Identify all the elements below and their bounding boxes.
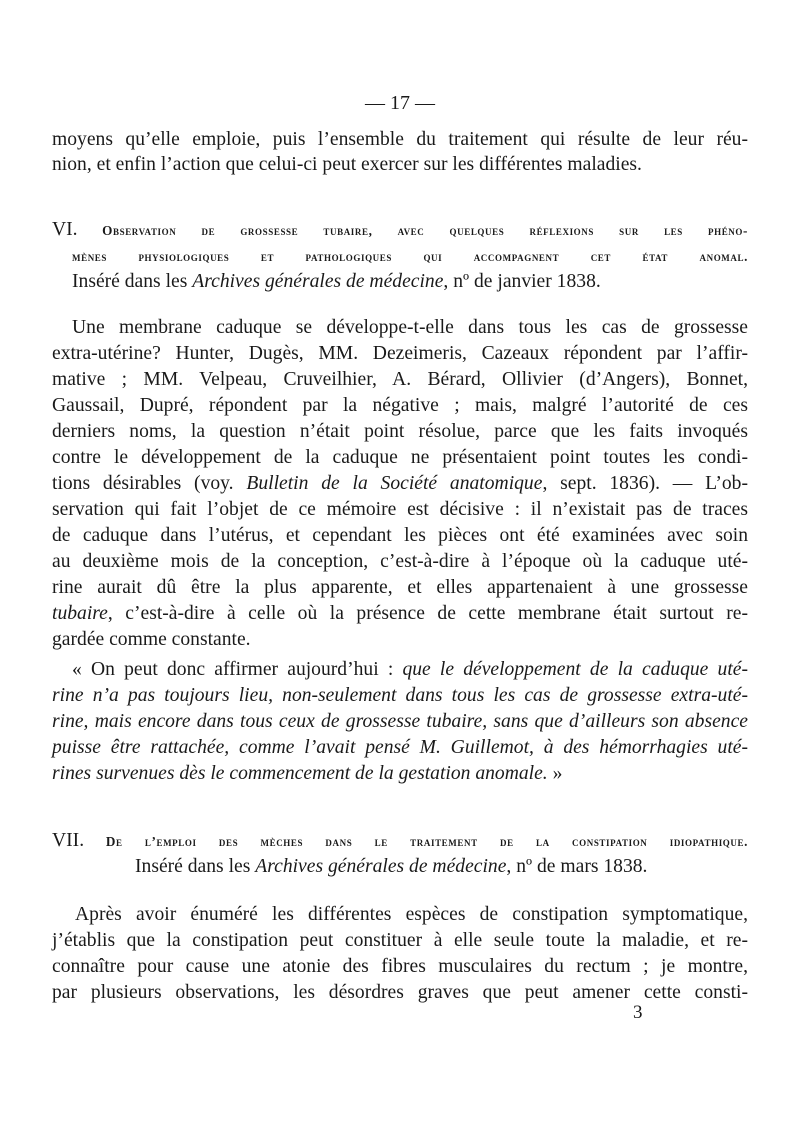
section-6-publication xyxy=(72,269,748,294)
section-6-title-line-1 xyxy=(52,217,748,242)
s6-para-line-6: contre le développement de la caduque ne présentaient point toutes les condi- xyxy=(52,447,748,468)
s6-para-line-1: Une membrane caduque se développe-t-elle dans tous les cas de grossesse xyxy=(72,317,748,338)
s6-para-line-7 xyxy=(52,471,748,496)
s6-para-line-5: derniers noms, la question n’était point résolue, parce que les faits invoqués xyxy=(52,421,748,442)
tubaire-italic: tubaire xyxy=(52,603,108,624)
pub-journal: Archives générales de médecine xyxy=(192,271,444,292)
quote-italic-last: rines survenues dès le commencement de la gestation anomale. xyxy=(52,763,548,784)
s6-para-line-9: de caduque dans l’utérus, et cependant les pièces ont été examinées avec soin xyxy=(52,525,748,546)
s6-para-line-4: Gaussail, Dupré, répondent par la négative ; mais, malgré l’autorité de ces xyxy=(52,395,748,416)
quote-prefix: « On peut donc affirmer aujourd’hui : xyxy=(72,659,403,680)
signature-mark: 3 xyxy=(633,1002,643,1023)
section-7-title xyxy=(52,828,748,853)
pub7-prefix: Inséré dans les xyxy=(135,856,256,877)
pub7-suffix: , nº de mars 1838. xyxy=(506,856,648,877)
s6-para-line-3: mative ; MM. Velpeau, Cruveilhier, A. Bérard, Ollivier (d’Angers), Bonnet, xyxy=(52,369,748,390)
s7-para-line-1: Après avoir énuméré les différentes espèces de constipation symptomatique, xyxy=(75,904,748,925)
bulletin-title: Bulletin de la Société anatomique xyxy=(246,473,543,494)
s7-para-line-4: par plusieurs observations, les désordres graves que peut amener cette consti- xyxy=(52,982,748,1003)
section-7-number: VII. xyxy=(52,830,85,851)
s6-para-line-2: extra-utérine? Hunter, Dugès, MM. Dezeimeris, Cazeaux répondent par l’affir- xyxy=(52,343,748,364)
s6-para-line-11: rine aurait dû être la plus apparente, et elles appartenaient à une grossesse xyxy=(52,577,748,598)
quote-line-4: puisse être rattachée, comme l’avait pensé M. Guillemot, à des hémorrhagies uté- xyxy=(52,737,748,758)
line7-prefix: tions désirables (voy. xyxy=(52,473,247,494)
section-7-publication xyxy=(135,854,748,879)
section-6-title-part-2: mènes physiologiques et pathologiques qui accompagnent cet état anomal. xyxy=(72,249,748,264)
s6-para-line-13: gardée comme constante. xyxy=(52,629,251,650)
s6-para-line-12 xyxy=(52,601,748,626)
quote-line-3: rine, mais encore dans tous ceux de grossesse tubaire, sans que d’ailleurs son absence xyxy=(52,711,748,732)
pub-prefix: Inséré dans les xyxy=(72,271,193,292)
s6-para-line-10: au deuxième mois de la conception, c’est-à-dire à l’époque où la caduque uté- xyxy=(52,551,748,572)
running-head: — 17 — xyxy=(365,92,435,114)
intro-line-2: nion, et enfin l’action que celui-ci peut exercer sur les différentes maladies. xyxy=(52,154,642,175)
pub7-journal: Archives générales de médecine xyxy=(255,856,507,877)
s7-para-line-2: j’établis que la constipation peut constituer à elle seule toute la maladie, et re- xyxy=(52,930,748,951)
quote-line-5 xyxy=(52,761,748,786)
quote-line-2: rine n’a pas toujours lieu, non-seulement dans tous les cas de grossesse extra-uté- xyxy=(52,685,748,706)
line7-suffix: , sept. 1836). — L’ob- xyxy=(542,473,748,494)
quote-line-1 xyxy=(72,657,748,682)
quote-close: » xyxy=(547,763,563,784)
section-7-title-text: De l’emploi des mèches dans le traitement de la constipation idiopathique. xyxy=(105,834,748,849)
intro-line-1: moyens qu’elle emploie, puis l’ensemble du traitement qui résulte de leur réu- xyxy=(52,129,748,150)
quote-italic-1: que le développement de la caduque uté- xyxy=(402,659,748,680)
line12-suffix: , c’est-à-dire à celle où la présence de cette membrane était surtout re- xyxy=(107,603,748,624)
s7-para-line-3: connaître pour cause une atonie des fibres musculaires du rectum ; je montre, xyxy=(52,956,748,977)
section-6-title-part-1: Observation de grossesse tubaire, avec quelques réflexions sur les phéno- xyxy=(102,223,749,238)
s6-para-line-8: servation qui fait l’objet de ce mémoire est décisive : il n’existait pas de traces xyxy=(52,499,748,520)
section-6-number: VI. xyxy=(52,219,78,240)
section-6-title-line-2 xyxy=(72,244,748,269)
pub-suffix: , nº de janvier 1838. xyxy=(443,271,601,292)
